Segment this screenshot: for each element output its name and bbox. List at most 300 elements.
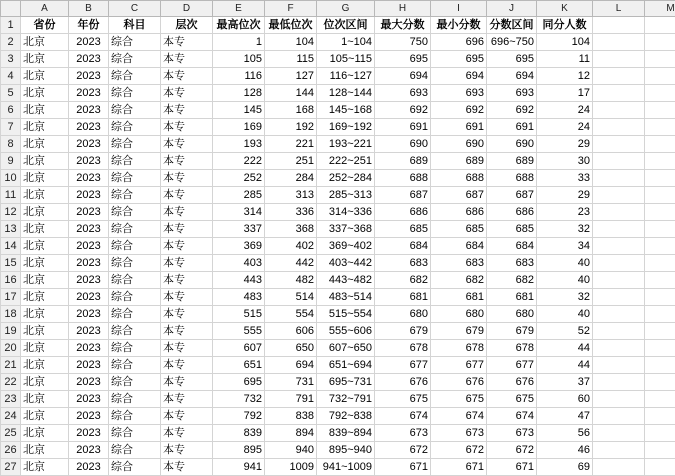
cell-b4[interactable]: 2023	[69, 68, 109, 85]
cell-d13[interactable]: 本专	[161, 221, 213, 238]
cell-e3[interactable]: 105	[213, 51, 265, 68]
cell-h19[interactable]: 679	[375, 323, 431, 340]
cell-d24[interactable]: 本专	[161, 408, 213, 425]
cell-d16[interactable]: 本专	[161, 272, 213, 289]
cell-h23[interactable]: 675	[375, 391, 431, 408]
cell-m2[interactable]	[645, 34, 675, 51]
cell-m11[interactable]	[645, 187, 675, 204]
cell-l13[interactable]	[593, 221, 645, 238]
cell-d21[interactable]: 本专	[161, 357, 213, 374]
cell-b21[interactable]: 2023	[69, 357, 109, 374]
cell-k23[interactable]: 60	[537, 391, 593, 408]
row-header[interactable]: 18	[1, 306, 21, 323]
cell-i10[interactable]: 688	[431, 170, 487, 187]
cell-b22[interactable]: 2023	[69, 374, 109, 391]
cell-c13[interactable]: 综合	[109, 221, 161, 238]
cell-f15[interactable]: 442	[265, 255, 317, 272]
cell-m18[interactable]	[645, 306, 675, 323]
table-row[interactable]	[1, 187, 675, 204]
cell-i27[interactable]: 671	[431, 459, 487, 476]
cell-d5[interactable]: 本专	[161, 85, 213, 102]
cell-g24[interactable]: 792~838	[317, 408, 375, 425]
cell-b2[interactable]: 2023	[69, 34, 109, 51]
cell-d12[interactable]: 本专	[161, 204, 213, 221]
cell-b15[interactable]: 2023	[69, 255, 109, 272]
cell-i1[interactable]: 最小分数	[431, 17, 487, 34]
cell-f22[interactable]: 731	[265, 374, 317, 391]
cell-m25[interactable]	[645, 425, 675, 442]
cell-j27[interactable]: 671	[487, 459, 537, 476]
cell-l8[interactable]	[593, 136, 645, 153]
cell-h16[interactable]: 682	[375, 272, 431, 289]
column-header-a[interactable]: A	[21, 1, 69, 17]
cell-e5[interactable]: 128	[213, 85, 265, 102]
row-header[interactable]: 7	[1, 119, 21, 136]
cell-d1[interactable]: 层次	[161, 17, 213, 34]
cell-f11[interactable]: 313	[265, 187, 317, 204]
cell-g27[interactable]: 941~1009	[317, 459, 375, 476]
cell-h2[interactable]: 750	[375, 34, 431, 51]
cell-h5[interactable]: 693	[375, 85, 431, 102]
cell-b1[interactable]: 年份	[69, 17, 109, 34]
cell-c7[interactable]: 综合	[109, 119, 161, 136]
table-row[interactable]	[1, 85, 675, 102]
cell-f23[interactable]: 791	[265, 391, 317, 408]
row-header[interactable]: 23	[1, 391, 21, 408]
cell-a24[interactable]: 北京	[21, 408, 69, 425]
row-header[interactable]: 22	[1, 374, 21, 391]
cell-c18[interactable]: 综合	[109, 306, 161, 323]
cell-g18[interactable]: 515~554	[317, 306, 375, 323]
cell-i11[interactable]: 687	[431, 187, 487, 204]
table-row[interactable]	[1, 51, 675, 68]
cell-f27[interactable]: 1009	[265, 459, 317, 476]
cell-l7[interactable]	[593, 119, 645, 136]
cell-h3[interactable]: 695	[375, 51, 431, 68]
cell-j24[interactable]: 674	[487, 408, 537, 425]
cell-i24[interactable]: 674	[431, 408, 487, 425]
cell-h24[interactable]: 674	[375, 408, 431, 425]
cell-l25[interactable]	[593, 425, 645, 442]
cell-m8[interactable]	[645, 136, 675, 153]
cell-b26[interactable]: 2023	[69, 442, 109, 459]
cell-i13[interactable]: 685	[431, 221, 487, 238]
cell-j17[interactable]: 681	[487, 289, 537, 306]
cell-a15[interactable]: 北京	[21, 255, 69, 272]
cell-i5[interactable]: 693	[431, 85, 487, 102]
cell-a13[interactable]: 北京	[21, 221, 69, 238]
cell-e21[interactable]: 651	[213, 357, 265, 374]
cell-a12[interactable]: 北京	[21, 204, 69, 221]
cell-c16[interactable]: 综合	[109, 272, 161, 289]
cell-g3[interactable]: 105~115	[317, 51, 375, 68]
cell-e1[interactable]: 最高位次	[213, 17, 265, 34]
cell-l6[interactable]	[593, 102, 645, 119]
cell-a7[interactable]: 北京	[21, 119, 69, 136]
cell-c14[interactable]: 综合	[109, 238, 161, 255]
cell-h1[interactable]: 最大分数	[375, 17, 431, 34]
cell-a1[interactable]: 省份	[21, 17, 69, 34]
cell-c9[interactable]: 综合	[109, 153, 161, 170]
cell-e15[interactable]: 403	[213, 255, 265, 272]
cell-b10[interactable]: 2023	[69, 170, 109, 187]
cell-k11[interactable]: 29	[537, 187, 593, 204]
row-header[interactable]: 6	[1, 102, 21, 119]
cell-d6[interactable]: 本专	[161, 102, 213, 119]
cell-g8[interactable]: 193~221	[317, 136, 375, 153]
cell-f16[interactable]: 482	[265, 272, 317, 289]
cell-a27[interactable]: 北京	[21, 459, 69, 476]
cell-h9[interactable]: 689	[375, 153, 431, 170]
cell-g21[interactable]: 651~694	[317, 357, 375, 374]
cell-g17[interactable]: 483~514	[317, 289, 375, 306]
cell-l11[interactable]	[593, 187, 645, 204]
cell-k16[interactable]: 40	[537, 272, 593, 289]
cell-d25[interactable]: 本专	[161, 425, 213, 442]
cell-k5[interactable]: 17	[537, 85, 593, 102]
cell-j22[interactable]: 676	[487, 374, 537, 391]
cell-a3[interactable]: 北京	[21, 51, 69, 68]
cell-m19[interactable]	[645, 323, 675, 340]
cell-e4[interactable]: 116	[213, 68, 265, 85]
cell-f10[interactable]: 284	[265, 170, 317, 187]
cell-e7[interactable]: 169	[213, 119, 265, 136]
cell-g1[interactable]: 位次区间	[317, 17, 375, 34]
cell-d27[interactable]: 本专	[161, 459, 213, 476]
cell-d19[interactable]: 本专	[161, 323, 213, 340]
cell-l3[interactable]	[593, 51, 645, 68]
cell-m13[interactable]	[645, 221, 675, 238]
cell-j19[interactable]: 679	[487, 323, 537, 340]
cell-f7[interactable]: 192	[265, 119, 317, 136]
row-header[interactable]: 13	[1, 221, 21, 238]
cell-e23[interactable]: 732	[213, 391, 265, 408]
table-row[interactable]	[1, 323, 675, 340]
cell-c22[interactable]: 综合	[109, 374, 161, 391]
cell-f12[interactable]: 336	[265, 204, 317, 221]
cell-g16[interactable]: 443~482	[317, 272, 375, 289]
cell-l16[interactable]	[593, 272, 645, 289]
cell-e13[interactable]: 337	[213, 221, 265, 238]
cell-f20[interactable]: 650	[265, 340, 317, 357]
cell-e14[interactable]: 369	[213, 238, 265, 255]
cell-m23[interactable]	[645, 391, 675, 408]
cell-c27[interactable]: 综合	[109, 459, 161, 476]
column-header-l[interactable]: L	[593, 1, 645, 17]
cell-i21[interactable]: 677	[431, 357, 487, 374]
cell-l1[interactable]	[593, 17, 645, 34]
cell-h13[interactable]: 685	[375, 221, 431, 238]
table-row[interactable]	[1, 119, 675, 136]
cell-c12[interactable]: 综合	[109, 204, 161, 221]
cell-m21[interactable]	[645, 357, 675, 374]
cell-d9[interactable]: 本专	[161, 153, 213, 170]
row-header[interactable]: 25	[1, 425, 21, 442]
cell-l9[interactable]	[593, 153, 645, 170]
cell-f26[interactable]: 940	[265, 442, 317, 459]
table-row[interactable]	[1, 289, 675, 306]
cell-c3[interactable]: 综合	[109, 51, 161, 68]
cell-k8[interactable]: 29	[537, 136, 593, 153]
cell-a6[interactable]: 北京	[21, 102, 69, 119]
cell-i17[interactable]: 681	[431, 289, 487, 306]
cell-k15[interactable]: 40	[537, 255, 593, 272]
table-row[interactable]	[1, 391, 675, 408]
cell-h20[interactable]: 678	[375, 340, 431, 357]
cell-a2[interactable]: 北京	[21, 34, 69, 51]
cell-d22[interactable]: 本专	[161, 374, 213, 391]
cell-b3[interactable]: 2023	[69, 51, 109, 68]
cell-l17[interactable]	[593, 289, 645, 306]
cell-k3[interactable]: 11	[537, 51, 593, 68]
cell-f19[interactable]: 606	[265, 323, 317, 340]
cell-f2[interactable]: 104	[265, 34, 317, 51]
cell-l18[interactable]	[593, 306, 645, 323]
cell-k25[interactable]: 56	[537, 425, 593, 442]
cell-j16[interactable]: 682	[487, 272, 537, 289]
cell-e27[interactable]: 941	[213, 459, 265, 476]
cell-f21[interactable]: 694	[265, 357, 317, 374]
cell-h6[interactable]: 692	[375, 102, 431, 119]
table-row[interactable]	[1, 221, 675, 238]
cell-j20[interactable]: 678	[487, 340, 537, 357]
cell-l26[interactable]	[593, 442, 645, 459]
cell-b17[interactable]: 2023	[69, 289, 109, 306]
cell-f25[interactable]: 894	[265, 425, 317, 442]
row-header[interactable]: 15	[1, 255, 21, 272]
table-row[interactable]	[1, 306, 675, 323]
cell-j9[interactable]: 689	[487, 153, 537, 170]
column-header-b[interactable]: B	[69, 1, 109, 17]
cell-e11[interactable]: 285	[213, 187, 265, 204]
row-header[interactable]: 9	[1, 153, 21, 170]
cell-i4[interactable]: 694	[431, 68, 487, 85]
row-header[interactable]: 27	[1, 459, 21, 476]
cell-c23[interactable]: 综合	[109, 391, 161, 408]
cell-k1[interactable]: 同分人数	[537, 17, 593, 34]
table-row[interactable]	[1, 238, 675, 255]
cell-f18[interactable]: 554	[265, 306, 317, 323]
cell-m10[interactable]	[645, 170, 675, 187]
cell-c4[interactable]: 综合	[109, 68, 161, 85]
cell-c1[interactable]: 科目	[109, 17, 161, 34]
cell-d11[interactable]: 本专	[161, 187, 213, 204]
column-header-f[interactable]: F	[265, 1, 317, 17]
cell-b25[interactable]: 2023	[69, 425, 109, 442]
cell-g22[interactable]: 695~731	[317, 374, 375, 391]
cell-m15[interactable]	[645, 255, 675, 272]
table-row[interactable]	[1, 68, 675, 85]
cell-e6[interactable]: 145	[213, 102, 265, 119]
cell-e2[interactable]: 1	[213, 34, 265, 51]
cell-f4[interactable]: 127	[265, 68, 317, 85]
cell-i15[interactable]: 683	[431, 255, 487, 272]
cell-a21[interactable]: 北京	[21, 357, 69, 374]
cell-a14[interactable]: 北京	[21, 238, 69, 255]
cell-m22[interactable]	[645, 374, 675, 391]
table-row[interactable]	[1, 357, 675, 374]
cell-m5[interactable]	[645, 85, 675, 102]
cell-f13[interactable]: 368	[265, 221, 317, 238]
cell-l27[interactable]	[593, 459, 645, 476]
cell-e20[interactable]: 607	[213, 340, 265, 357]
cell-a9[interactable]: 北京	[21, 153, 69, 170]
cell-k10[interactable]: 33	[537, 170, 593, 187]
row-header[interactable]: 20	[1, 340, 21, 357]
cell-e9[interactable]: 222	[213, 153, 265, 170]
cell-m9[interactable]	[645, 153, 675, 170]
cell-l23[interactable]	[593, 391, 645, 408]
cell-j3[interactable]: 695	[487, 51, 537, 68]
cell-c24[interactable]: 综合	[109, 408, 161, 425]
cell-b11[interactable]: 2023	[69, 187, 109, 204]
cell-m27[interactable]	[645, 459, 675, 476]
row-header[interactable]: 14	[1, 238, 21, 255]
cell-b13[interactable]: 2023	[69, 221, 109, 238]
cell-a5[interactable]: 北京	[21, 85, 69, 102]
cell-l5[interactable]	[593, 85, 645, 102]
cell-l2[interactable]	[593, 34, 645, 51]
cell-g14[interactable]: 369~402	[317, 238, 375, 255]
table-row[interactable]	[1, 136, 675, 153]
cell-f17[interactable]: 514	[265, 289, 317, 306]
cell-e26[interactable]: 895	[213, 442, 265, 459]
cell-d23[interactable]: 本专	[161, 391, 213, 408]
row-header[interactable]: 8	[1, 136, 21, 153]
cell-a18[interactable]: 北京	[21, 306, 69, 323]
cell-i22[interactable]: 676	[431, 374, 487, 391]
cell-i9[interactable]: 689	[431, 153, 487, 170]
cell-h17[interactable]: 681	[375, 289, 431, 306]
cell-f14[interactable]: 402	[265, 238, 317, 255]
column-header-m[interactable]: M	[645, 1, 675, 17]
cell-j14[interactable]: 684	[487, 238, 537, 255]
cell-c8[interactable]: 综合	[109, 136, 161, 153]
cell-k2[interactable]: 104	[537, 34, 593, 51]
cell-a23[interactable]: 北京	[21, 391, 69, 408]
cell-h12[interactable]: 686	[375, 204, 431, 221]
cell-i14[interactable]: 684	[431, 238, 487, 255]
cell-k19[interactable]: 52	[537, 323, 593, 340]
cell-a8[interactable]: 北京	[21, 136, 69, 153]
select-all-corner[interactable]	[1, 1, 21, 17]
cell-c15[interactable]: 综合	[109, 255, 161, 272]
cell-h15[interactable]: 683	[375, 255, 431, 272]
table-row[interactable]	[1, 102, 675, 119]
cell-d26[interactable]: 本专	[161, 442, 213, 459]
cell-a17[interactable]: 北京	[21, 289, 69, 306]
cell-m1[interactable]	[645, 17, 675, 34]
cell-g9[interactable]: 222~251	[317, 153, 375, 170]
cell-k18[interactable]: 40	[537, 306, 593, 323]
cell-d17[interactable]: 本专	[161, 289, 213, 306]
cell-e8[interactable]: 193	[213, 136, 265, 153]
cell-a25[interactable]: 北京	[21, 425, 69, 442]
cell-c2[interactable]: 综合	[109, 34, 161, 51]
cell-h14[interactable]: 684	[375, 238, 431, 255]
cell-l19[interactable]	[593, 323, 645, 340]
cell-a11[interactable]: 北京	[21, 187, 69, 204]
cell-d10[interactable]: 本专	[161, 170, 213, 187]
cell-m4[interactable]	[645, 68, 675, 85]
column-header-c[interactable]: C	[109, 1, 161, 17]
cell-m7[interactable]	[645, 119, 675, 136]
cell-a4[interactable]: 北京	[21, 68, 69, 85]
cell-i16[interactable]: 682	[431, 272, 487, 289]
cell-k17[interactable]: 32	[537, 289, 593, 306]
cell-i19[interactable]: 679	[431, 323, 487, 340]
cell-g23[interactable]: 732~791	[317, 391, 375, 408]
cell-c17[interactable]: 综合	[109, 289, 161, 306]
cell-g2[interactable]: 1~104	[317, 34, 375, 51]
column-header-h[interactable]: H	[375, 1, 431, 17]
row-header[interactable]: 11	[1, 187, 21, 204]
cell-b19[interactable]: 2023	[69, 323, 109, 340]
cell-f8[interactable]: 221	[265, 136, 317, 153]
cell-k14[interactable]: 34	[537, 238, 593, 255]
cell-e16[interactable]: 443	[213, 272, 265, 289]
cell-e17[interactable]: 483	[213, 289, 265, 306]
cell-e22[interactable]: 695	[213, 374, 265, 391]
cell-j6[interactable]: 692	[487, 102, 537, 119]
column-header-i[interactable]: I	[431, 1, 487, 17]
row-header[interactable]: 19	[1, 323, 21, 340]
cell-g19[interactable]: 555~606	[317, 323, 375, 340]
cell-g20[interactable]: 607~650	[317, 340, 375, 357]
cell-d3[interactable]: 本专	[161, 51, 213, 68]
table-row[interactable]	[1, 272, 675, 289]
cell-k24[interactable]: 47	[537, 408, 593, 425]
column-header-j[interactable]: J	[487, 1, 537, 17]
row-header[interactable]: 1	[1, 17, 21, 34]
cell-j26[interactable]: 672	[487, 442, 537, 459]
cell-b8[interactable]: 2023	[69, 136, 109, 153]
table-row[interactable]	[1, 340, 675, 357]
cell-i6[interactable]: 692	[431, 102, 487, 119]
cell-i2[interactable]: 696	[431, 34, 487, 51]
cell-i23[interactable]: 675	[431, 391, 487, 408]
cell-a10[interactable]: 北京	[21, 170, 69, 187]
cell-c20[interactable]: 综合	[109, 340, 161, 357]
cell-a22[interactable]: 北京	[21, 374, 69, 391]
cell-j1[interactable]: 分数区间	[487, 17, 537, 34]
table-row[interactable]	[1, 255, 675, 272]
cell-k21[interactable]: 44	[537, 357, 593, 374]
cell-h25[interactable]: 673	[375, 425, 431, 442]
cell-j10[interactable]: 688	[487, 170, 537, 187]
cell-k12[interactable]: 23	[537, 204, 593, 221]
column-header-g[interactable]: G	[317, 1, 375, 17]
cell-m16[interactable]	[645, 272, 675, 289]
cell-g7[interactable]: 169~192	[317, 119, 375, 136]
cell-h22[interactable]: 676	[375, 374, 431, 391]
cell-j23[interactable]: 675	[487, 391, 537, 408]
cell-d8[interactable]: 本专	[161, 136, 213, 153]
cell-e24[interactable]: 792	[213, 408, 265, 425]
cell-l24[interactable]	[593, 408, 645, 425]
cell-d7[interactable]: 本专	[161, 119, 213, 136]
cell-d18[interactable]: 本专	[161, 306, 213, 323]
cell-c26[interactable]: 综合	[109, 442, 161, 459]
cell-k4[interactable]: 12	[537, 68, 593, 85]
cell-b23[interactable]: 2023	[69, 391, 109, 408]
cell-b18[interactable]: 2023	[69, 306, 109, 323]
row-header[interactable]: 3	[1, 51, 21, 68]
cell-j12[interactable]: 686	[487, 204, 537, 221]
row-header[interactable]: 17	[1, 289, 21, 306]
table-row[interactable]	[1, 34, 675, 51]
cell-g13[interactable]: 337~368	[317, 221, 375, 238]
